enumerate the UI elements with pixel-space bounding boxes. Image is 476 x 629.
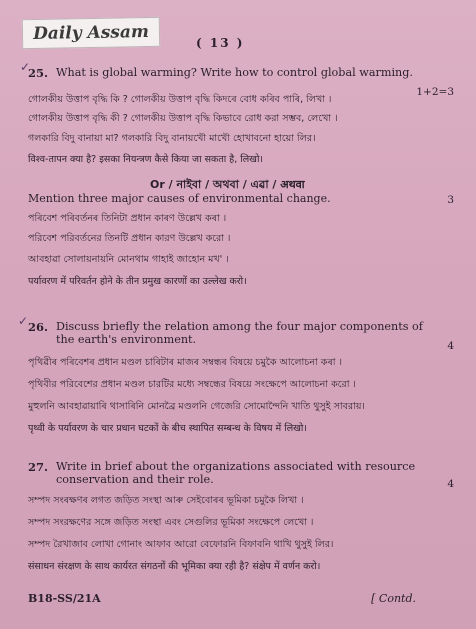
question-number: 26. [28, 320, 49, 334]
question-marks: 4 [447, 478, 454, 490]
question-line: সম্পদ সংরক্ষণের সঙ্গে জড়িত সংস্থা এবং সেগুলির ভূমিকা সংক্ষেপে লেখো । [28, 517, 314, 528]
question-line: গলকারি বিদু বানায়া মা? গলকারি বিদু বানায়খৌ মাখৌ হোখাবনো হায়ো লির। [28, 133, 316, 144]
continued-label: [ Contd. [371, 592, 416, 605]
question-english: Discuss briefly the relation among the four major components of the earth's environment. [56, 320, 423, 346]
question-line: গোলকীয় উত্তাপ বৃদ্ধি কী ? গোলকীয় উত্তাপ বৃদ্ধি কিভাবে রোধ করা সম্ভব, লেখো । [28, 113, 338, 124]
tick-mark-icon: ✓ [18, 314, 29, 328]
or-question-english: Mention three major causes of environmental change. [28, 192, 331, 205]
question-line: মুহুলনি আবহাৱায়াৰি থাসাৰিনি মোনব্রৈ মণ্ডলনি গেজেরি সোমোন্দৈনি খাতি থুসুই সাবরায়। [28, 401, 365, 412]
question-line: পরিবেশ পরিবর্তনের তিনটি প্রধান কারণ উল্লেখ করো । [28, 233, 231, 244]
question-line: विश्व-तापन क्या है? इसका नियन्त्रण कैसे किया जा सकता है, लिखो। [28, 154, 264, 165]
question-number: 27. [28, 460, 49, 474]
question-line: संसाधन संरक्षण के साथ कार्यरत संगठनों की भूमिका क्या रही है? संक्षेप में वर्णन करो। [28, 561, 321, 572]
question-line: পৰিবেশ পৰিবৰ্তনৰ তিনিটা প্ৰধান কাৰণ উল্লেখ কৰা । [28, 213, 227, 224]
paper-code: B18-SS/21A [28, 592, 101, 605]
question-english: Write in brief about the organizations associated with resource conservation and their role. [56, 460, 416, 486]
question-number: 25. [28, 66, 49, 80]
question-line: পৃথিৱীৰ পৰিবেশৰ প্ৰধান মণ্ডল চাৰিটাৰ মাজৰ সম্বন্ধৰ বিষয়ে চমুকৈ আলোচনা কৰা । [28, 357, 342, 368]
question-line: पृथ्वी के पर्यावरण के चार प्रधान घटकों के बीच स्थापित सम्बन्ध के विषय में लिखो। [28, 423, 307, 434]
or-separator: Or / নাইবা / অথবা / এৱা / अथवा [150, 178, 305, 191]
question-line: গোলকীয় উত্তাপ বৃদ্ধি কি ? গোলকীয় উত্তাপ বৃদ্ধি কিদৰে বোধ কৰিব পাৰি, লিখা । [28, 94, 332, 105]
page-number: ( 13 ) [196, 36, 245, 50]
question-line: পৃথিবীর পরিবেশের প্রধান মণ্ডল চারটির মধ্যে সম্বন্ধের বিষয়ে সংক্ষেপে আলোচনা করো । [28, 379, 356, 390]
or-question-marks: 3 [447, 194, 454, 206]
question-marks: 4 [447, 340, 454, 352]
question-marks: 1+2=3 [416, 86, 454, 98]
question-line: पर्यावरण में परिवर्तन होने के तीन प्रमुख कारणों का उल्लेख करो। [28, 276, 247, 287]
question-english: What is global warming? Write how to control global warming. [56, 66, 413, 79]
question-line: সম্পদ সংৰক্ষণৰ লগত জড়িত সংস্থা আৰু সেইবোৰৰ ভূমিকা চমুকৈ লিখা । [28, 495, 304, 506]
tick-mark-icon: ✓ [20, 60, 31, 74]
watermark-logo: Daily Assam [22, 17, 161, 49]
question-line: আবহাৱা সোলায়নায়নি মোনথাম গাহাই জাহোন মখ' । [28, 254, 229, 265]
question-line: সম্পদ রৈখাজাব লোখা গোনাং আফাব আরো বেফোরনি বিফাবনি থাখি থুসুই লির। [28, 539, 334, 550]
